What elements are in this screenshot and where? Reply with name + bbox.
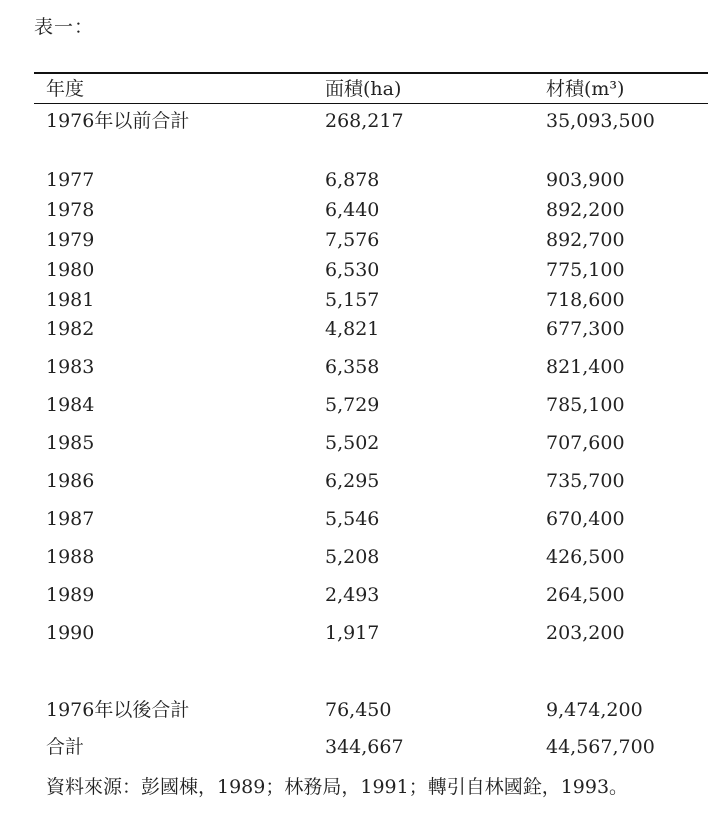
row-area: 6,440 (325, 199, 380, 221)
row-volume: 785,100 (546, 394, 625, 416)
row-area: 5,729 (325, 394, 380, 416)
row-year: 合計 (46, 736, 85, 758)
row-area: 5,208 (325, 546, 380, 568)
row-volume: 892,700 (546, 229, 625, 251)
row-year: 1979 (46, 229, 95, 251)
source-note: 資料來源：彭國棟，1989；林務局，1991；轉引自林國銓，1993。 (46, 776, 629, 798)
row-year: 1990 (46, 622, 95, 644)
row-volume: 426,500 (546, 546, 625, 568)
row-volume: 264,500 (546, 584, 625, 606)
row-area: 2,493 (325, 584, 380, 606)
row-area: 6,530 (325, 259, 380, 281)
row-year: 1978 (46, 199, 95, 221)
table-header-rule (34, 103, 708, 104)
header-volume: 材積(m³) (546, 78, 625, 100)
row-area: 76,450 (325, 699, 392, 721)
row-volume: 892,200 (546, 199, 625, 221)
row-year: 1984 (46, 394, 95, 416)
row-area: 5,502 (325, 432, 380, 454)
row-year: 1986 (46, 470, 95, 492)
row-year: 1976年以前合計 (46, 110, 190, 132)
row-area: 7,576 (325, 229, 380, 251)
row-year: 1988 (46, 546, 95, 568)
row-year: 1981 (46, 289, 95, 311)
row-volume: 775,100 (546, 259, 625, 281)
row-area: 4,821 (325, 318, 380, 340)
header-area: 面積(ha) (325, 78, 402, 100)
row-area: 6,295 (325, 470, 380, 492)
row-year: 1985 (46, 432, 95, 454)
row-volume: 821,400 (546, 356, 625, 378)
row-year: 1987 (46, 508, 95, 530)
table-caption: 表一： (34, 16, 95, 38)
row-volume: 35,093,500 (546, 110, 655, 132)
table-top-rule (34, 72, 708, 74)
row-area: 344,667 (325, 736, 404, 758)
row-volume: 9,474,200 (546, 699, 643, 721)
row-year: 1977 (46, 169, 95, 191)
row-year: 1989 (46, 584, 95, 606)
row-volume: 203,200 (546, 622, 625, 644)
row-volume: 735,700 (546, 470, 625, 492)
row-volume: 677,300 (546, 318, 625, 340)
row-volume: 718,600 (546, 289, 625, 311)
row-year: 1976年以後合計 (46, 699, 190, 721)
row-volume: 903,900 (546, 169, 625, 191)
row-volume: 44,567,700 (546, 736, 655, 758)
row-volume: 670,400 (546, 508, 625, 530)
row-volume: 707,600 (546, 432, 625, 454)
row-area: 268,217 (325, 110, 404, 132)
row-area: 5,546 (325, 508, 380, 530)
row-year: 1980 (46, 259, 95, 281)
header-year: 年度 (46, 78, 85, 100)
row-year: 1983 (46, 356, 95, 378)
row-area: 1,917 (325, 622, 380, 644)
row-area: 6,878 (325, 169, 380, 191)
row-area: 6,358 (325, 356, 380, 378)
row-area: 5,157 (325, 289, 380, 311)
row-year: 1982 (46, 318, 95, 340)
